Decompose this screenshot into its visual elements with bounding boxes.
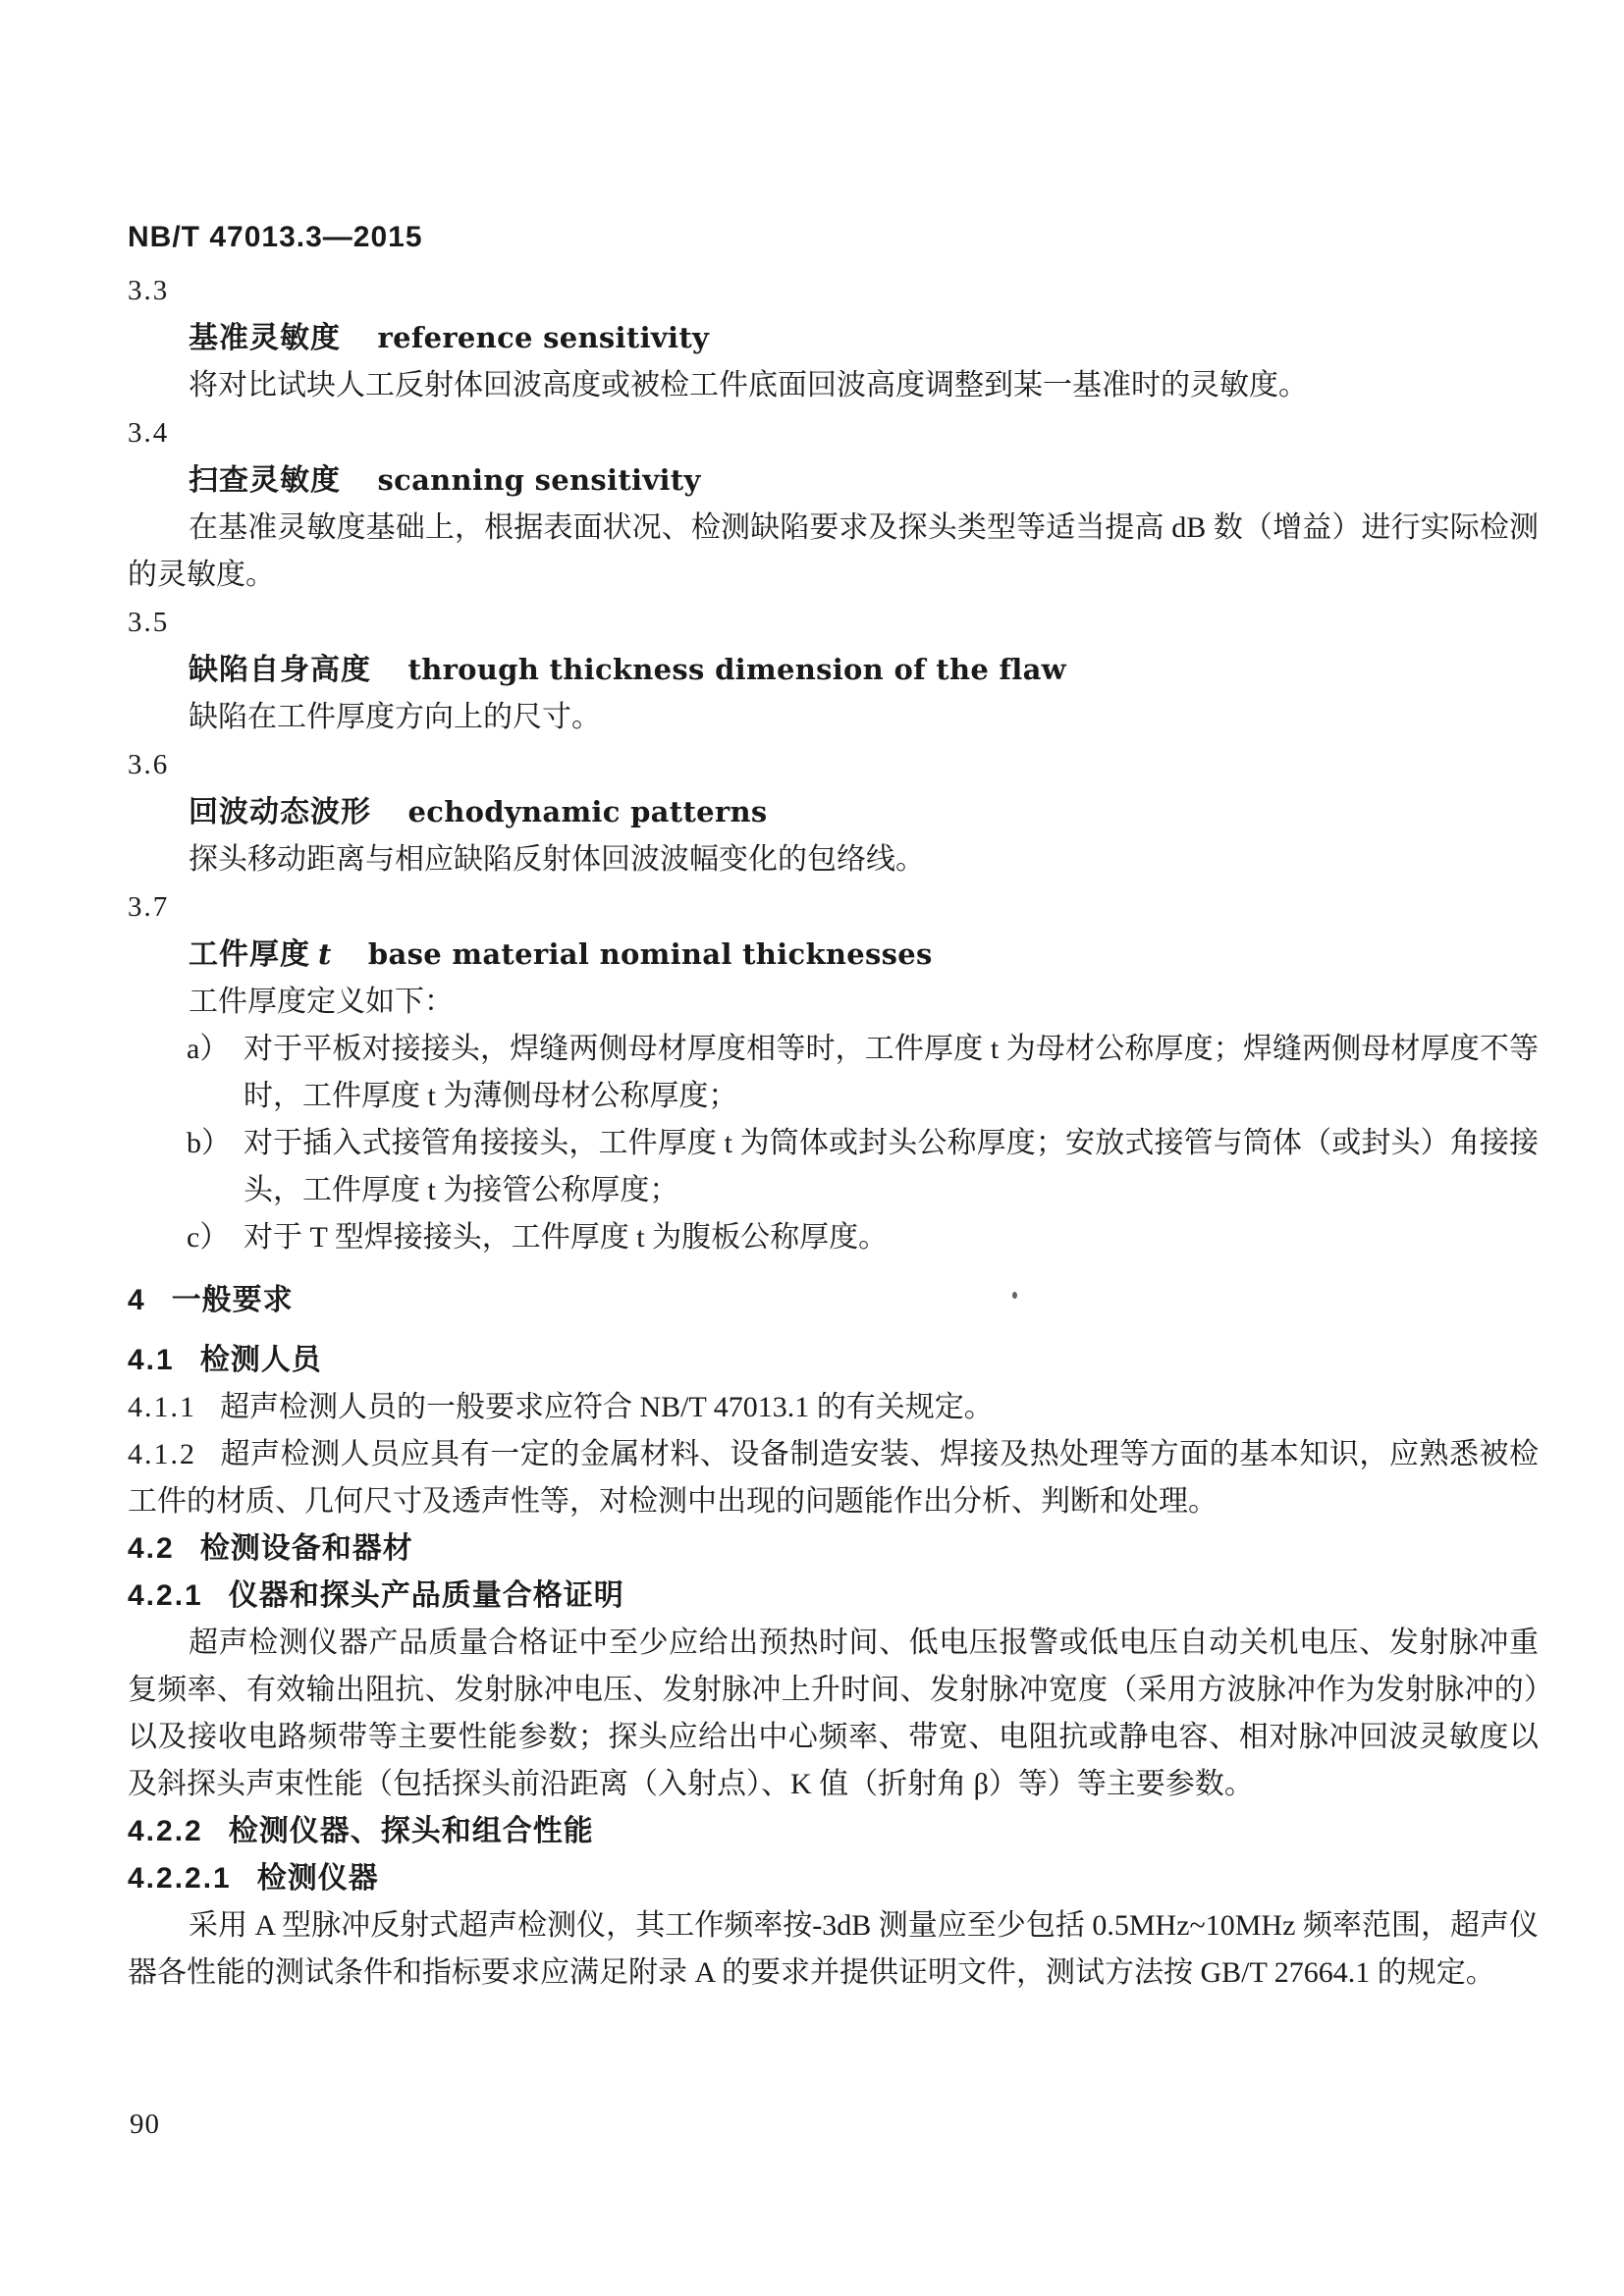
heading-4-1 <box>128 1337 1539 1384</box>
clause-number-3-3: 3.3 <box>128 275 170 306</box>
clause-number-3-5: 3.5 <box>128 607 170 638</box>
paragraph-4-2-2-1-body: 采用 A 型脉冲反射式超声检测仪，其工作频率按-3dB 测量应至少包括 0.5MHz~10MHz 频率范围，超声仪器各性能的测试条件和指标要求应满足附录 A 的要求并提供证明文件，测试方法按 GB/T 27664.1 的规定。 <box>128 1909 1539 1989</box>
heading-4-2-2-number: 4.2.2 <box>128 1815 203 1847</box>
list-text-a: 对于平板对接接头，焊缝两侧母材厚度相等时，工件厚度 t 为母材公称厚度；焊缝两侧母材厚度不等时，工件厚度 t 为薄侧母材公称厚度； <box>244 1033 1539 1112</box>
term-heading-3-6 <box>128 788 1539 836</box>
heading-4-2-1 <box>128 1573 1539 1620</box>
term-en-3-7: base material nominal thicknesses <box>367 937 933 971</box>
standard-number-header: NB/T 47013.3—2015 <box>128 221 423 253</box>
clause-number-3-4: 3.4 <box>128 417 170 449</box>
term-heading-3-3 <box>128 314 1539 362</box>
paragraph-4-1-1-number: 4.1.1 <box>128 1391 196 1423</box>
paragraph-4-1-2-number: 4.1.2 <box>128 1438 196 1470</box>
term-en-3-4: scanning sensitivity <box>377 463 701 497</box>
heading-4-2-2-1-number: 4.2.2.1 <box>128 1862 232 1895</box>
page-content <box>128 214 1539 1997</box>
list-text-b: 对于插入式接管角接接头，工件厚度 t 为筒体或封头公称厚度；安放式接管与筒体（或封头）角接接头，工件厚度 t 为接管公称厚度； <box>244 1127 1539 1206</box>
paragraph-4-1-1 <box>128 1384 1539 1431</box>
heading-4-2-1-title: 仪器和探头产品质量合格证明 <box>228 1579 624 1612</box>
definition-3-3: 将对比试块人工反射体回波高度或被检工件底面回波高度调整到某一基准时的灵敏度。 <box>189 369 1308 401</box>
paragraph-4-2-1-body: 超声检测仪器产品质量合格证中至少应给出预热时间、低电压报警或低电压自动关机电压、发射脉冲重复频率、有效输出阻抗、发射脉冲电压、发射脉冲上升时间、发射脉冲宽度（采用方波脉冲作为发射脉冲的）以及接收电路频带等主要性能参数；探头应给出中心频率、带宽、电阻抗或静电容、相对脉冲回波灵敏度以及斜探头声束性能（包括探头前沿距离（入射点）、K 值（折射角 β）等）等主要参数。 <box>128 1627 1539 1800</box>
heading-4-2-number: 4.2 <box>128 1532 175 1565</box>
list-item-c <box>128 1214 1539 1261</box>
clause-number-3-6: 3.6 <box>128 749 170 780</box>
definition-3-7-intro: 工件厚度定义如下： <box>189 986 454 1018</box>
paragraph-4-1-1-text: 超声检测人员的一般要求应符合 NB/T 47013.1 的有关规定。 <box>220 1391 994 1423</box>
scan-artifact-dot <box>1012 1292 1017 1299</box>
heading-4 <box>128 1277 1539 1324</box>
list-marker-a: a） <box>187 1033 230 1065</box>
heading-4-2 <box>128 1525 1539 1573</box>
page-number: 90 <box>130 2109 160 2140</box>
term-symbol-t: t <box>318 937 332 971</box>
term-zh-3-7: 工件厚度 <box>189 938 310 971</box>
definition-3-6: 探头移动距离与相应缺陷反射体回波波幅变化的包络线。 <box>189 843 925 876</box>
heading-4-number: 4 <box>128 1284 146 1316</box>
term-heading-3-4 <box>128 456 1539 505</box>
heading-4-2-2-1 <box>128 1855 1539 1902</box>
list-item-a <box>128 1026 1539 1120</box>
heading-4-title: 一般要求 <box>171 1284 294 1316</box>
list-marker-b: b） <box>187 1127 231 1159</box>
definition-3-5: 缺陷在工件厚度方向上的尺寸。 <box>189 701 601 733</box>
paragraph-4-1-2 <box>128 1431 1539 1525</box>
term-zh-3-4: 扫查灵敏度 <box>189 464 341 497</box>
term-zh-3-3: 基准灵敏度 <box>189 322 341 354</box>
heading-4-2-2 <box>128 1808 1539 1855</box>
term-en-3-3: reference sensitivity <box>377 321 710 354</box>
definition-3-4: 在基准灵敏度基础上，根据表面状况、检测缺陷要求及探头类型等适当提高 dB 数（增益）进行实际检测的灵敏度。 <box>128 511 1539 591</box>
term-en-3-5: through thickness dimension of the flaw <box>407 653 1066 686</box>
term-zh-3-5: 缺陷自身高度 <box>189 654 371 686</box>
heading-4-2-2-title: 检测仪器、探头和组合性能 <box>228 1815 594 1847</box>
heading-4-2-1-number: 4.2.1 <box>128 1579 203 1612</box>
clause-number-3-7: 3.7 <box>128 891 170 923</box>
list-text-c: 对于 T 型焊接接头，工件厚度 t 为腹板公称厚度。 <box>244 1221 889 1254</box>
heading-4-1-number: 4.1 <box>128 1344 175 1376</box>
heading-4-1-title: 检测人员 <box>199 1344 322 1376</box>
heading-4-2-title: 检测设备和器材 <box>199 1532 413 1565</box>
list-item-b <box>128 1120 1539 1214</box>
paragraph-4-1-2-text: 超声检测人员应具有一定的金属材料、设备制造安装、焊接及热处理等方面的基本知识，应熟悉被检工件的材质、几何尺寸及透声性等，对检测中出现的问题能作出分析、判断和处理。 <box>128 1438 1539 1518</box>
term-zh-3-6: 回波动态波形 <box>189 796 371 828</box>
list-marker-c: c） <box>187 1221 230 1254</box>
term-heading-3-5 <box>128 646 1539 694</box>
heading-4-2-2-1-title: 检测仪器 <box>256 1862 379 1895</box>
term-heading-3-7 <box>128 931 1539 979</box>
term-en-3-6: echodynamic patterns <box>407 795 768 828</box>
